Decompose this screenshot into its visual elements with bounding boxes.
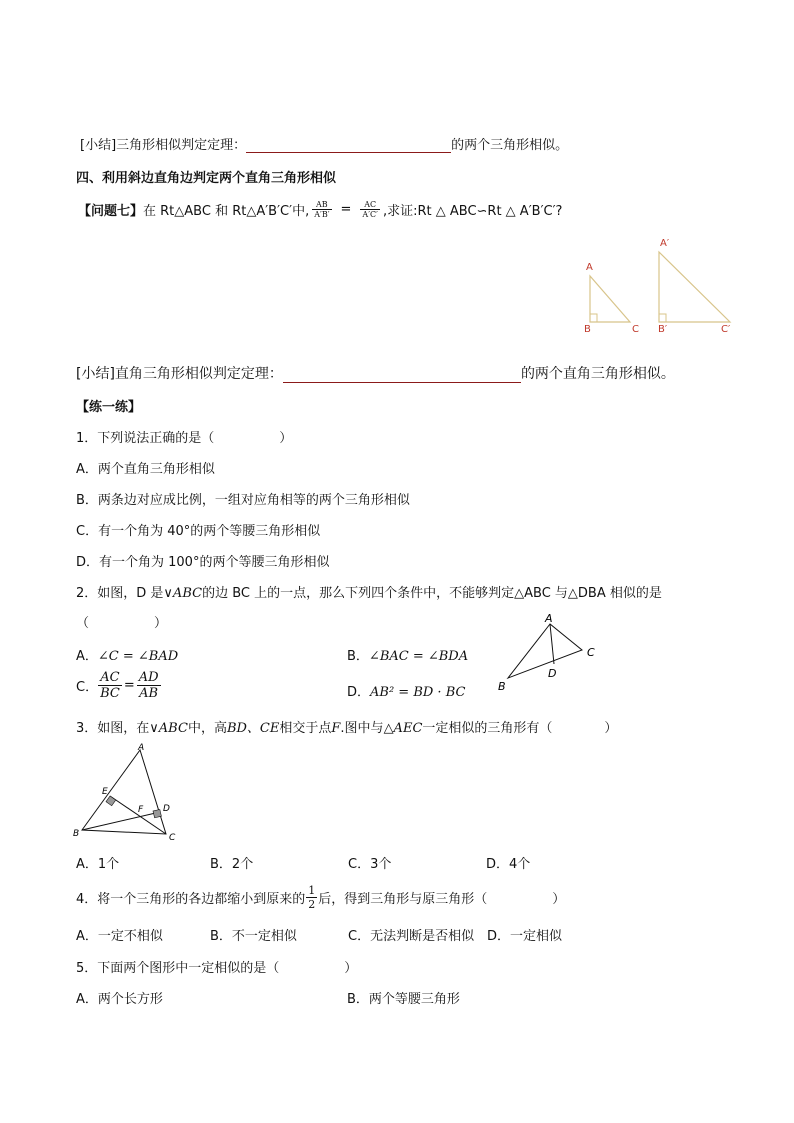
section-title: 四、利用斜边直角边判定两个直角三角形相似 xyxy=(76,171,337,186)
label-f: F xyxy=(138,805,144,815)
label-c-prime: C′ xyxy=(721,324,731,335)
summary1 xyxy=(80,134,568,153)
q1-option-d[interactable]: D．有一个角为 100°的两个等腰三角形相似 xyxy=(76,555,330,570)
q1-stem: 1．下列说法正确的是（ ） xyxy=(76,431,293,446)
option-math: ∠BAC = ∠BDA xyxy=(368,649,469,664)
option-label: A． xyxy=(76,649,98,664)
option-label: C． xyxy=(76,680,99,695)
q4-option-d[interactable]: D．一定相似 xyxy=(487,929,563,944)
problem7-fraction-1 xyxy=(312,200,331,219)
right-angle-mark xyxy=(659,314,666,322)
label-b: B xyxy=(73,829,80,839)
right-triangles-figure xyxy=(578,232,758,340)
summary2-blank[interactable] xyxy=(283,366,521,383)
fraction-numerator: AC xyxy=(98,670,122,686)
q2-stem-text: 2．如图，D 是 xyxy=(76,586,164,601)
fraction-denominator: A′C′ xyxy=(362,210,378,219)
q3-stem-text: 中，高 xyxy=(187,721,227,736)
triangle-abc xyxy=(508,624,582,678)
fraction-denominator: AB xyxy=(139,686,159,701)
fraction-ad-ab xyxy=(137,670,161,701)
q2-triangle-figure xyxy=(492,612,602,696)
q5-option-b[interactable]: B．两个等腰三角形 xyxy=(347,992,460,1007)
q3-stem xyxy=(76,717,617,736)
q2-option-c[interactable] xyxy=(76,670,161,701)
q4-option-a[interactable]: A．一定不相似 xyxy=(76,929,163,944)
q4-stem xyxy=(76,884,565,911)
problem7-text-b: ,求证:Rt △ ABC∽Rt △ A′B′C′? xyxy=(382,204,563,219)
q3-math: BD、CE xyxy=(226,721,280,736)
q3-stem-text: 相交于点 xyxy=(279,721,332,736)
label-d: D xyxy=(548,667,557,680)
label-c: C xyxy=(169,833,176,842)
fraction-one-half xyxy=(306,884,317,911)
segment-ad xyxy=(550,624,554,664)
fraction-denominator: A′B′ xyxy=(314,210,330,219)
q4-option-c[interactable]: C．无法判断是否相似 xyxy=(348,929,475,944)
right-angle-mark xyxy=(590,314,597,322)
q1-option-b[interactable]: B．两条边对应成比例，一组对应角相等的两个三角形相似 xyxy=(76,493,410,508)
option-math: ∠C = ∠BAD xyxy=(97,649,179,664)
label-e: E xyxy=(102,787,108,797)
fraction-numerator: AD xyxy=(138,670,159,685)
q3-option-b[interactable]: B．2个 xyxy=(210,857,254,872)
problem7-text-a: 在 Rt△ABC 和 Rt△A′B′C′中, xyxy=(143,204,310,219)
q3-option-c[interactable]: C．3个 xyxy=(348,857,392,872)
summary1-prefix: [小结]三角形相似判定定理： xyxy=(80,138,247,153)
q3-option-d[interactable]: D．4个 xyxy=(486,857,531,872)
q5-stem: 5．下面两个图形中一定相似的是（ ） xyxy=(76,961,358,976)
option-math: AB² = BD · BC xyxy=(370,685,466,700)
fraction-numerator: AB xyxy=(312,200,331,210)
q2-triangle-symbol: ∨ABC xyxy=(163,586,203,601)
fraction-numerator: 1 xyxy=(308,884,316,897)
equals-sign: = xyxy=(340,202,352,217)
summary1-suffix: 的两个三角形相似。 xyxy=(451,138,569,153)
summary2-prefix: [小结]直角三角形相似判定定理： xyxy=(76,366,283,382)
triangle-a2b2c2 xyxy=(659,252,730,322)
label-b: B xyxy=(498,680,506,693)
q3-option-a[interactable]: A．1个 xyxy=(76,857,120,872)
q2-option-d[interactable] xyxy=(347,681,465,700)
q2-paren: （ ） xyxy=(76,616,168,631)
label-a: A xyxy=(138,743,145,753)
right-angle-mark-d xyxy=(153,809,161,817)
right-angle-mark-e xyxy=(106,796,116,806)
q5-option-a[interactable]: A．两个长方形 xyxy=(76,992,163,1007)
fraction-numerator: AC xyxy=(360,200,380,210)
problem7-fraction-2 xyxy=(360,200,380,219)
q4-stem-text: 后，得到三角形与原三角形（ ） xyxy=(318,892,566,907)
equals-sign: = xyxy=(123,678,135,693)
option-label: D． xyxy=(347,685,371,700)
summary2-suffix: 的两个直角三角形相似。 xyxy=(520,366,675,382)
problem7 xyxy=(78,200,562,219)
q2-stem-text: 的边 BC 上的一点，那么下列四个条件中，不能够判定△ABC 与△DBA 相似的是 xyxy=(202,586,662,601)
problem7-label: 【问题七】 xyxy=(78,204,144,219)
label-c: C xyxy=(587,646,595,659)
q3-stem-text: 一定相似的三角形有（ ） xyxy=(422,721,618,736)
q4-option-b[interactable]: B．不一定相似 xyxy=(210,929,297,944)
q3-math: ∨ABC xyxy=(149,721,188,736)
practice-title: 【练一练】 xyxy=(76,400,142,415)
q2-stem xyxy=(76,582,662,601)
q3-stem-text: .图中与 xyxy=(340,721,384,736)
q4-stem-text: 4．将一个三角形的各边都缩小到原来的 xyxy=(76,892,306,907)
summary1-blank[interactable] xyxy=(246,137,451,153)
triangle-abc xyxy=(82,750,166,834)
q1-option-c[interactable]: C．有一个角为 40°的两个等腰三角形相似 xyxy=(76,524,321,539)
q2-option-b[interactable] xyxy=(347,645,468,664)
q3-math: F xyxy=(331,721,341,736)
option-label: B． xyxy=(347,649,369,664)
fraction-denominator: 2 xyxy=(308,898,316,911)
label-b-prime: B′ xyxy=(658,324,668,335)
label-c: C xyxy=(632,324,639,335)
q1-option-a[interactable]: A．两个直角三角形相似 xyxy=(76,462,215,477)
label-b: B xyxy=(584,324,591,335)
triangle-abc xyxy=(590,276,630,322)
q3-math: △AEC xyxy=(383,721,423,736)
label-a-prime: A′ xyxy=(660,238,670,249)
q2-option-a[interactable] xyxy=(76,645,178,664)
summary2 xyxy=(76,363,675,383)
q3-stem-text: 3．如图，在 xyxy=(76,721,150,736)
fraction-ac-bc xyxy=(98,670,122,701)
label-d: D xyxy=(163,804,170,814)
fraction-denominator: BC xyxy=(100,686,120,701)
label-a: A xyxy=(586,262,593,273)
q3-triangle-figure xyxy=(70,742,182,842)
label-a: A xyxy=(545,612,553,625)
